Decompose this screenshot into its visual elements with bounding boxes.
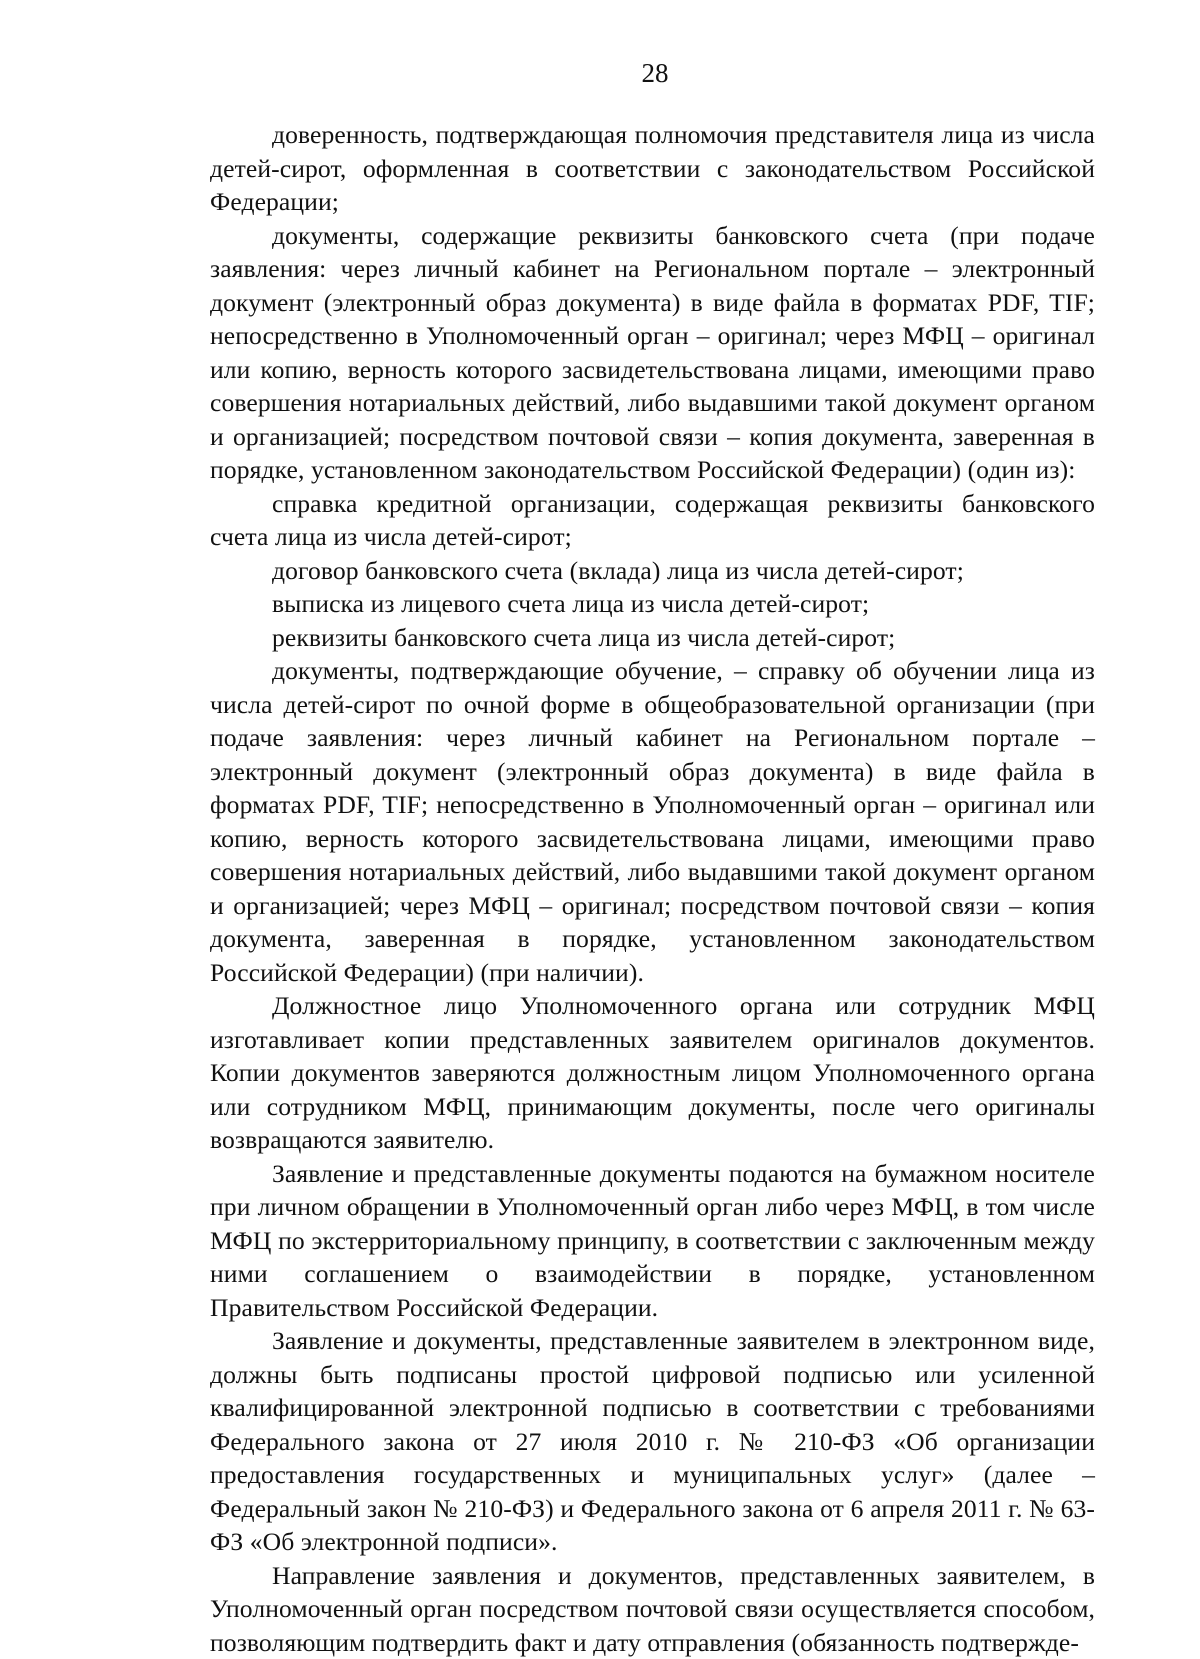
paragraph-electronic-signature: Заявление и документы, представленные заявителем в электронном виде, должны быть подписаны простой цифровой подписью или усиленной квалифицированной электронной подписью в соответствии с требованиями Федерального закона от 27 июля 2010 г. № 210-ФЗ «Об организации предоставления государственных и муниципальных услуг» (далее – Федеральный закон № 210-ФЗ) и Федерального закона от 6 апреля 2011 г. № 63-ФЗ «Об электронной подписи». [210,1324,1095,1559]
paragraph-postal-submission: Направление заявления и документов, представленных заявителем, в Уполномоченный орган посредством почтовой связи осуществляется способом, позволяющим подтвердить факт и дату отправления (обязанность подтвержде- [210,1559,1095,1659]
paragraph-personal-account-statement: выписка из лицевого счета лица из числа детей-сирот; [210,587,1095,621]
page-number: 28 [0,58,1200,88]
paragraph-credit-organization-certificate: справка кредитной организации, содержащая реквизиты банковского счета лица из числа детей-сирот; [210,487,1095,554]
paragraph-bank-account-details: реквизиты банковского счета лица из числа детей-сирот; [210,621,1095,655]
paragraph-bank-account-agreement: договор банковского счета (вклада) лица из числа детей-сирот; [210,554,1095,588]
paragraph-bank-account-documents: документы, содержащие реквизиты банковского счета (при подаче заявления: через личный кабинет на Региональном портале – электронный документ (электронный образ документа) в виде файла в форматах PDF, TIF; непосредственно в Уполномоченный орган – оригинал; через МФЦ – оригинал или копию, верность которого засвидетельствована лицами, имеющими право совершения нотариальных действий, либо выдавшими такой документ органом и организацией; посредством почтовой связи – копия документа, заверенная в порядке, установленном законодательством Российской Федерации) (один из): [210,219,1095,487]
paragraph-power-of-attorney: доверенность, подтверждающая полномочия представителя лица из числа детей-сирот, оформленная в соответствии с законодательством Российской Федерации; [210,118,1095,219]
document-body [210,118,1095,1659]
paragraph-document-copies: Должностное лицо Уполномоченного органа или сотрудник МФЦ изготавливает копии представленных заявителем оригиналов документов. Копии документов заверяются должностным лицом Уполномоченного органа или сотрудником МФЦ, принимающим документы, после чего оригиналы возвращаются заявителю. [210,989,1095,1157]
paragraph-study-confirmation-documents: документы, подтверждающие обучение, – справку об обучении лица из числа детей-сирот по очной форме в общеобразовательной организации (при подаче заявления: через личный кабинет на Региональном портале – электронный документ (электронный образ документа) в виде файла в форматах PDF, TIF; непосредственно в Уполномоченный орган – оригинал или копию, верность которого засвидетельствована лицами, имеющими право совершения нотариальных действий, либо выдавшими такой документ органом и организацией; через МФЦ – оригинал; посредством почтовой связи – копия документа, заверенная в порядке, установленном законодательством Российской Федерации) (при наличии). [210,654,1095,989]
paragraph-paper-submission: Заявление и представленные документы подаются на бумажном носителе при личном обращении в Уполномоченный орган либо через МФЦ, в том числе МФЦ по экстерриториальному принципу, в соответствии с заключенным между ними соглашением о взаимодействии в порядке, установленном Правительством Российской Федерации. [210,1157,1095,1325]
